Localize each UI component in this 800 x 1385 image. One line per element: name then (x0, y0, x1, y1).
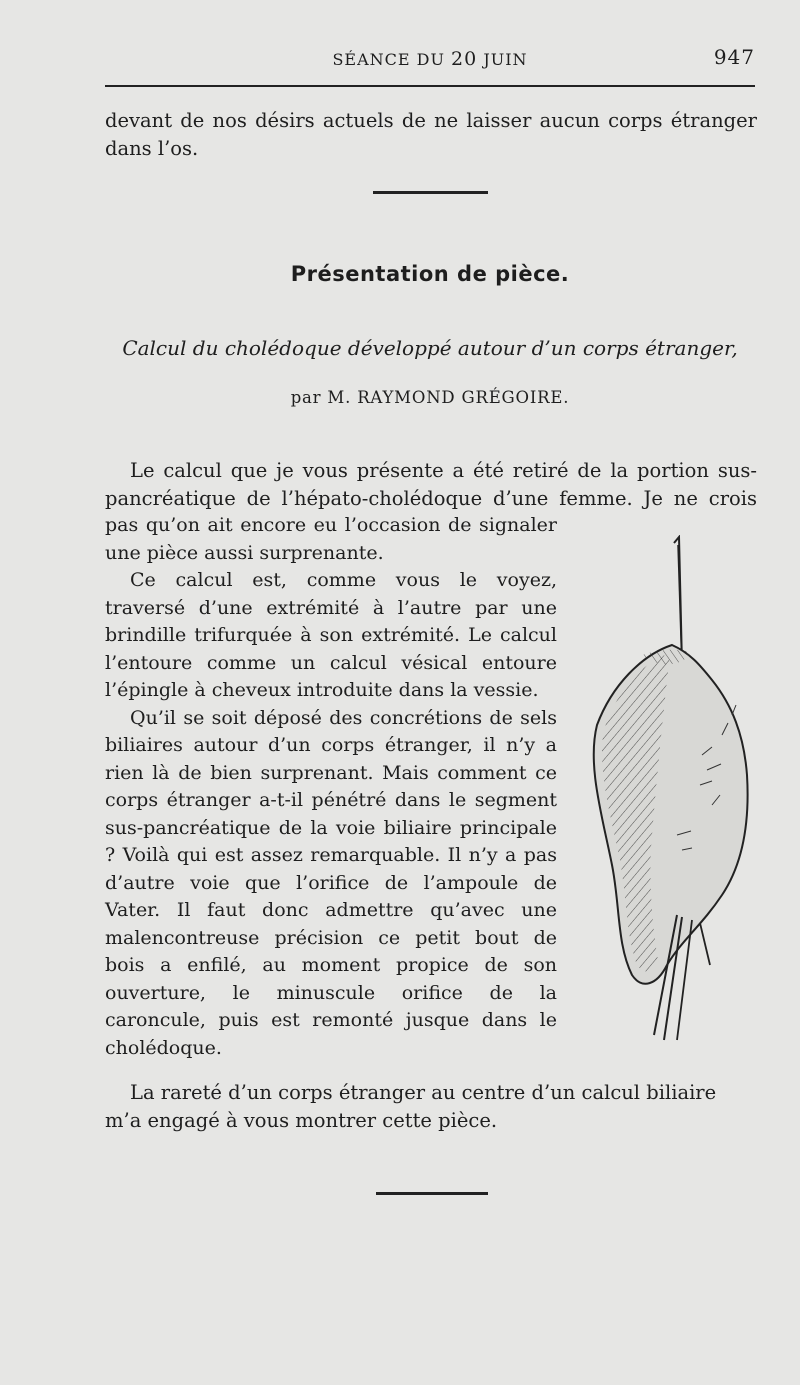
previous-text (105, 107, 757, 162)
article-author: par M. RAYMOND GRÉGOIRE. (290, 388, 570, 407)
previous-text-line-1: devant de nos désirs actuels de ne laisser aucun corps étranger (105, 109, 757, 132)
paragraph-1-rest: pas qu’on ait encore eu l’occasion de signaler une pièce aussi surprenante. (105, 514, 557, 564)
running-title-day: 20 (451, 48, 478, 70)
paragraph-1-full (105, 457, 757, 512)
section-title: Présentation de pièce. (290, 262, 570, 286)
page-number: 947 (713, 45, 755, 69)
running-title (105, 48, 755, 70)
running-title-month: JUIN (483, 50, 528, 69)
body-column (105, 512, 557, 1062)
paragraph-3: Qu’il se soit déposé des concrétions de sels biliaires autour d’un corps étranger, il n’y a rien là de bien surprenant. Mais comment ce corps étranger a-t-il pénétré dans le segment sus-pancréatique de la voie biliaire principale ? Voilà qui est assez remarquable. Il n’y a pas d’autre voie que l’orifice de l’ampoule de Vater. Il faut donc admettre qu’avec une malencontreuse précision ce petit bout de bois a enfilé, au moment propice de son ouverture, le minuscule orifice de la caroncule, puis est remonté jusque dans le cholédoque. (105, 706, 557, 1059)
gallstone-figure (582, 535, 762, 1055)
running-title-pre: SÉANCE DU (332, 50, 445, 69)
section-divider-bottom (376, 1192, 488, 1195)
paragraph-4-block (105, 1079, 757, 1134)
gallstone-with-twig-illustration-icon (582, 535, 762, 1055)
previous-text-line-2: dans l’os. (105, 136, 199, 160)
header-rule (105, 85, 755, 87)
paragraph-1-lead: Le calcul que je vous présente a été retiré de la portion sus-pancréatique de l’hépato-cholédoque d’une femme. Je ne crois (105, 459, 757, 510)
paragraph-4: La rareté d’un corps étranger au centre d’un calcul biliaire m’a engagé à vous montrer cette pièce. (105, 1081, 717, 1132)
running-head (105, 44, 755, 74)
paragraph-2: Ce calcul est, comme vous le voyez, traversé d’une extrémité à l’autre par une brindille trifurquée à son extrémité. Le calcul l’entoure comme un calcul vésical entoure l’épingle à cheveux introduite dans la vessie. (105, 569, 557, 701)
section-divider-top (373, 191, 488, 194)
article-subtitle: Calcul du cholédoque développé autour d’un corps étranger, (122, 336, 738, 360)
